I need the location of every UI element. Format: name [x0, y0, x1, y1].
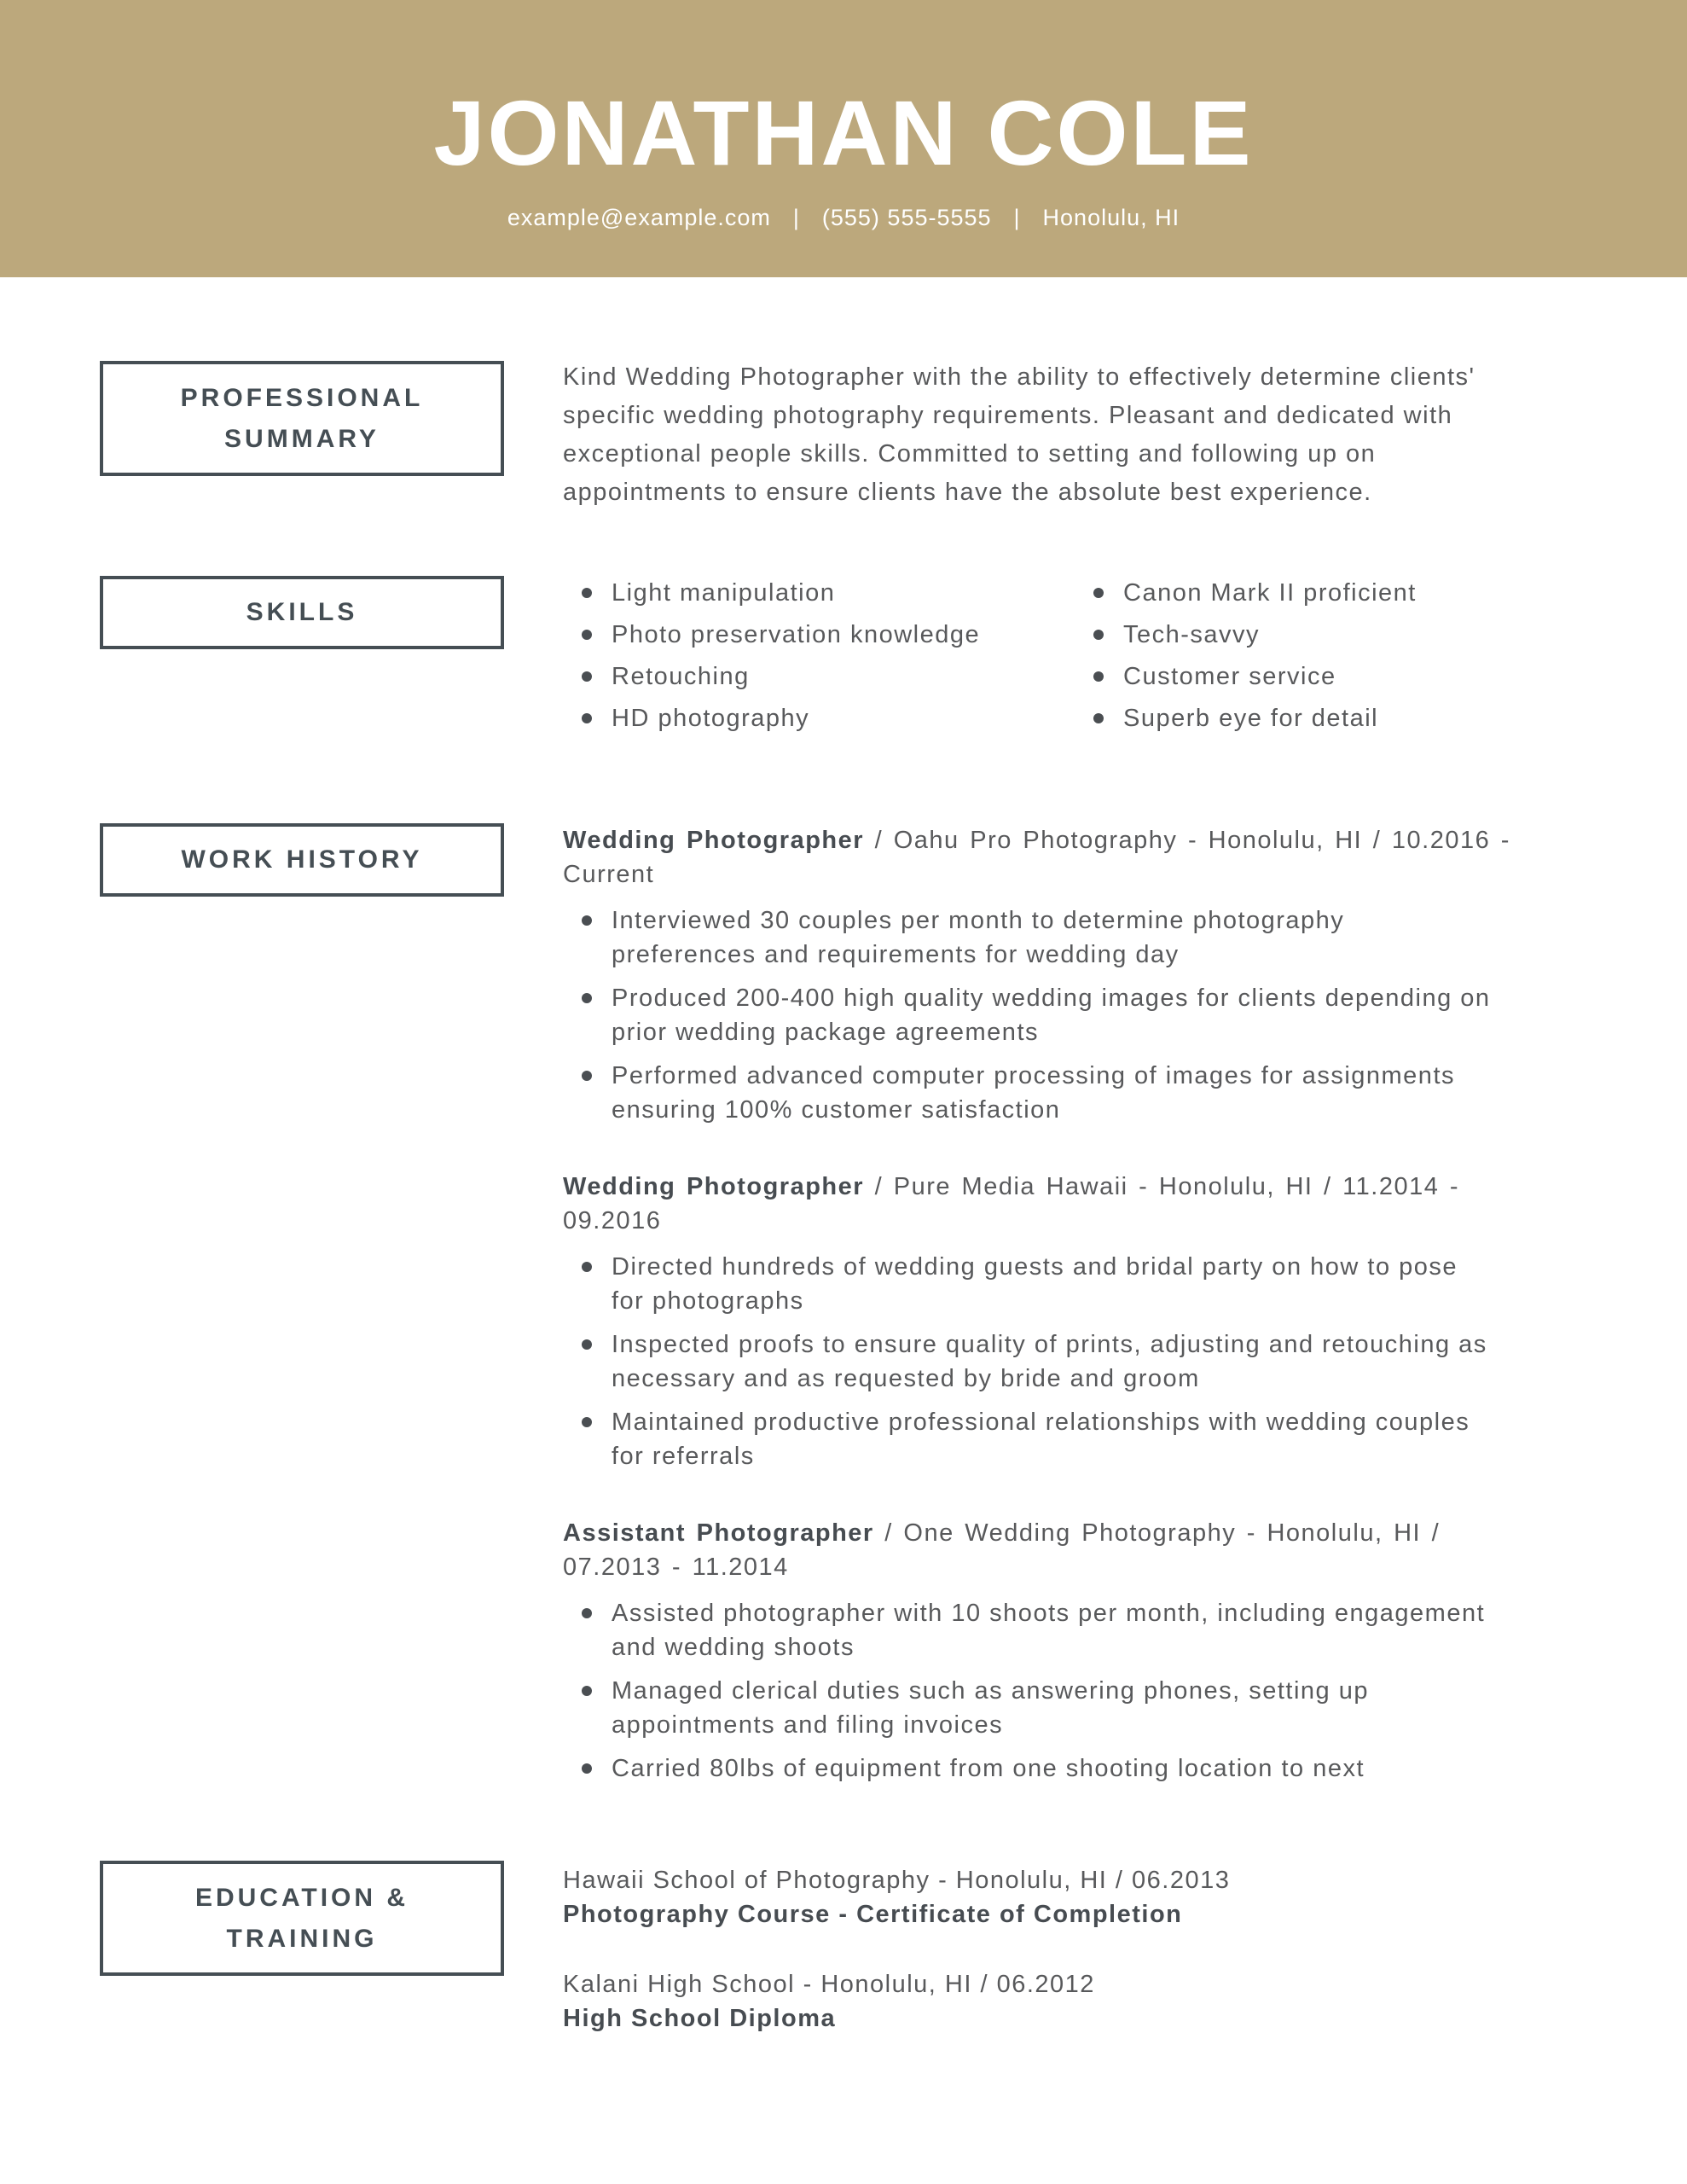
bullet-item	[563, 1059, 1629, 1127]
bullet-line: for referrals	[612, 1443, 755, 1470]
bullet-item	[563, 1405, 1629, 1473]
job-bullets	[563, 1250, 1629, 1473]
bullet-line: and wedding shoots	[612, 1634, 855, 1661]
work-history-content	[563, 823, 1629, 1786]
summary-line: exceptional people skills. Committed to setting and following up on	[563, 440, 1377, 468]
job-meta: / Pure Media Hawaii - Honolulu, HI / 11.2014 -	[874, 1173, 1460, 1200]
contact-email: example@example.com	[507, 205, 771, 230]
bullet-line: Inspected proofs to ensure quality of prints, adjusting and retouching as	[612, 1331, 1487, 1358]
section-box-work-history	[100, 823, 504, 897]
section-heading-line: WORK HISTORY	[181, 845, 423, 874]
job-title: Assistant Photographer	[563, 1519, 874, 1547]
skill-item: Photo preservation knowledge	[563, 618, 1075, 652]
section-heading-line: EDUCATION &	[194, 1883, 409, 1912]
bullet-item	[563, 903, 1629, 972]
contact-line	[0, 205, 1687, 230]
contact-separator: |	[792, 205, 800, 230]
bullet-item	[563, 1751, 1629, 1786]
bullet-line: prior wedding package agreements	[612, 1019, 1039, 1046]
job-meta-continued: Current	[563, 861, 655, 888]
job-entry	[563, 823, 1629, 1127]
job-meta-continued: 07.2013 - 11.2014	[563, 1554, 789, 1581]
job-heading	[563, 823, 1629, 892]
skills-columns	[563, 576, 1586, 743]
bullet-line: Interviewed 30 couples per month to determine photography	[612, 907, 1345, 934]
job-entry	[563, 1170, 1629, 1473]
skill-item: HD photography	[563, 701, 1075, 735]
bullet-line: for photographs	[612, 1287, 804, 1315]
bullet-line: Carried 80lbs of equipment from one shooting location to next	[612, 1755, 1365, 1782]
bullet-line: ensuring 100% customer satisfaction	[612, 1096, 1061, 1124]
job-heading	[563, 1516, 1629, 1584]
bullet-line: Produced 200-400 high quality wedding images for clients depending on	[612, 985, 1491, 1012]
bullet-line: Directed hundreds of wedding guests and bridal party on how to pose	[612, 1253, 1458, 1281]
section-box-education-training	[100, 1861, 504, 1976]
job-heading	[563, 1170, 1629, 1238]
contact-separator: |	[1013, 205, 1021, 230]
skills-list	[563, 576, 1586, 743]
header-banner	[0, 0, 1687, 277]
skill-item: Retouching	[563, 659, 1075, 694]
bullet-item	[563, 981, 1629, 1049]
bullet-line: Maintained productive professional relationships with wedding couples	[612, 1409, 1470, 1436]
job-meta: / Oahu Pro Photography - Honolulu, HI / 10.2016 -	[874, 827, 1510, 854]
person-name: JONATHAN COLE	[433, 81, 1254, 184]
section-box-skills	[100, 576, 504, 649]
summary-line: specific wedding photography requirements. Pleasant and dedicated with	[563, 402, 1453, 429]
skill-item: Tech-savvy	[1075, 618, 1586, 652]
job-bullets	[563, 1596, 1629, 1786]
credential-line: High School Diploma	[563, 2005, 837, 2032]
school-line: Kalani High School - Honolulu, HI / 06.2012	[563, 1971, 1095, 1998]
school-line: Hawaii School of Photography - Honolulu, HI / 06.2013	[563, 1867, 1231, 1894]
bullet-line: Managed clerical duties such as answering phones, setting up	[612, 1677, 1369, 1705]
job-meta: / One Wedding Photography - Honolulu, HI /	[884, 1519, 1441, 1547]
skill-item: Canon Mark II proficient	[1075, 576, 1586, 610]
education-entry	[563, 1863, 1629, 1931]
section-heading-line: SKILLS	[246, 598, 358, 626]
credential-line: Photography Course - Certificate of Completion	[563, 1901, 1183, 1928]
job-entry	[563, 1516, 1629, 1786]
summary-paragraph	[563, 358, 1629, 512]
section-heading-line: TRAINING	[226, 1924, 378, 1953]
bullet-item	[563, 1674, 1629, 1742]
bullet-line: preferences and requirements for wedding day	[612, 941, 1180, 968]
section-box-professional-summary	[100, 361, 504, 476]
skill-item: Customer service	[1075, 659, 1586, 694]
summary-line: Kind Wedding Photographer with the ability to effectively determine clients'	[563, 363, 1475, 391]
contact-phone: (555) 555-5555	[821, 205, 992, 230]
job-title: Wedding Photographer	[563, 1173, 865, 1200]
job-bullets	[563, 903, 1629, 1127]
summary-line: appointments to ensure clients have the absolute best experience.	[563, 479, 1372, 506]
job-meta-continued: 09.2016	[563, 1207, 662, 1234]
bullet-line: Assisted photographer with 10 shoots per month, including engagement	[612, 1600, 1486, 1627]
skill-item: Light manipulation	[563, 576, 1075, 610]
bullet-line: Performed advanced computer processing of images for assignments	[612, 1062, 1455, 1089]
education-entry	[563, 1967, 1629, 2036]
job-title: Wedding Photographer	[563, 827, 865, 854]
bullet-item	[563, 1250, 1629, 1318]
bullet-line: necessary and as requested by bride and groom	[612, 1365, 1200, 1392]
bullet-item	[563, 1327, 1629, 1396]
bullet-line: appointments and filing invoices	[612, 1711, 1004, 1739]
contact-location: Honolulu, HI	[1042, 205, 1180, 230]
section-heading-line: PROFESSIONAL	[180, 383, 424, 412]
section-heading-line: SUMMARY	[224, 424, 380, 453]
skill-item: Superb eye for detail	[1075, 701, 1586, 735]
education-content	[563, 1863, 1629, 2036]
bullet-item	[563, 1596, 1629, 1664]
